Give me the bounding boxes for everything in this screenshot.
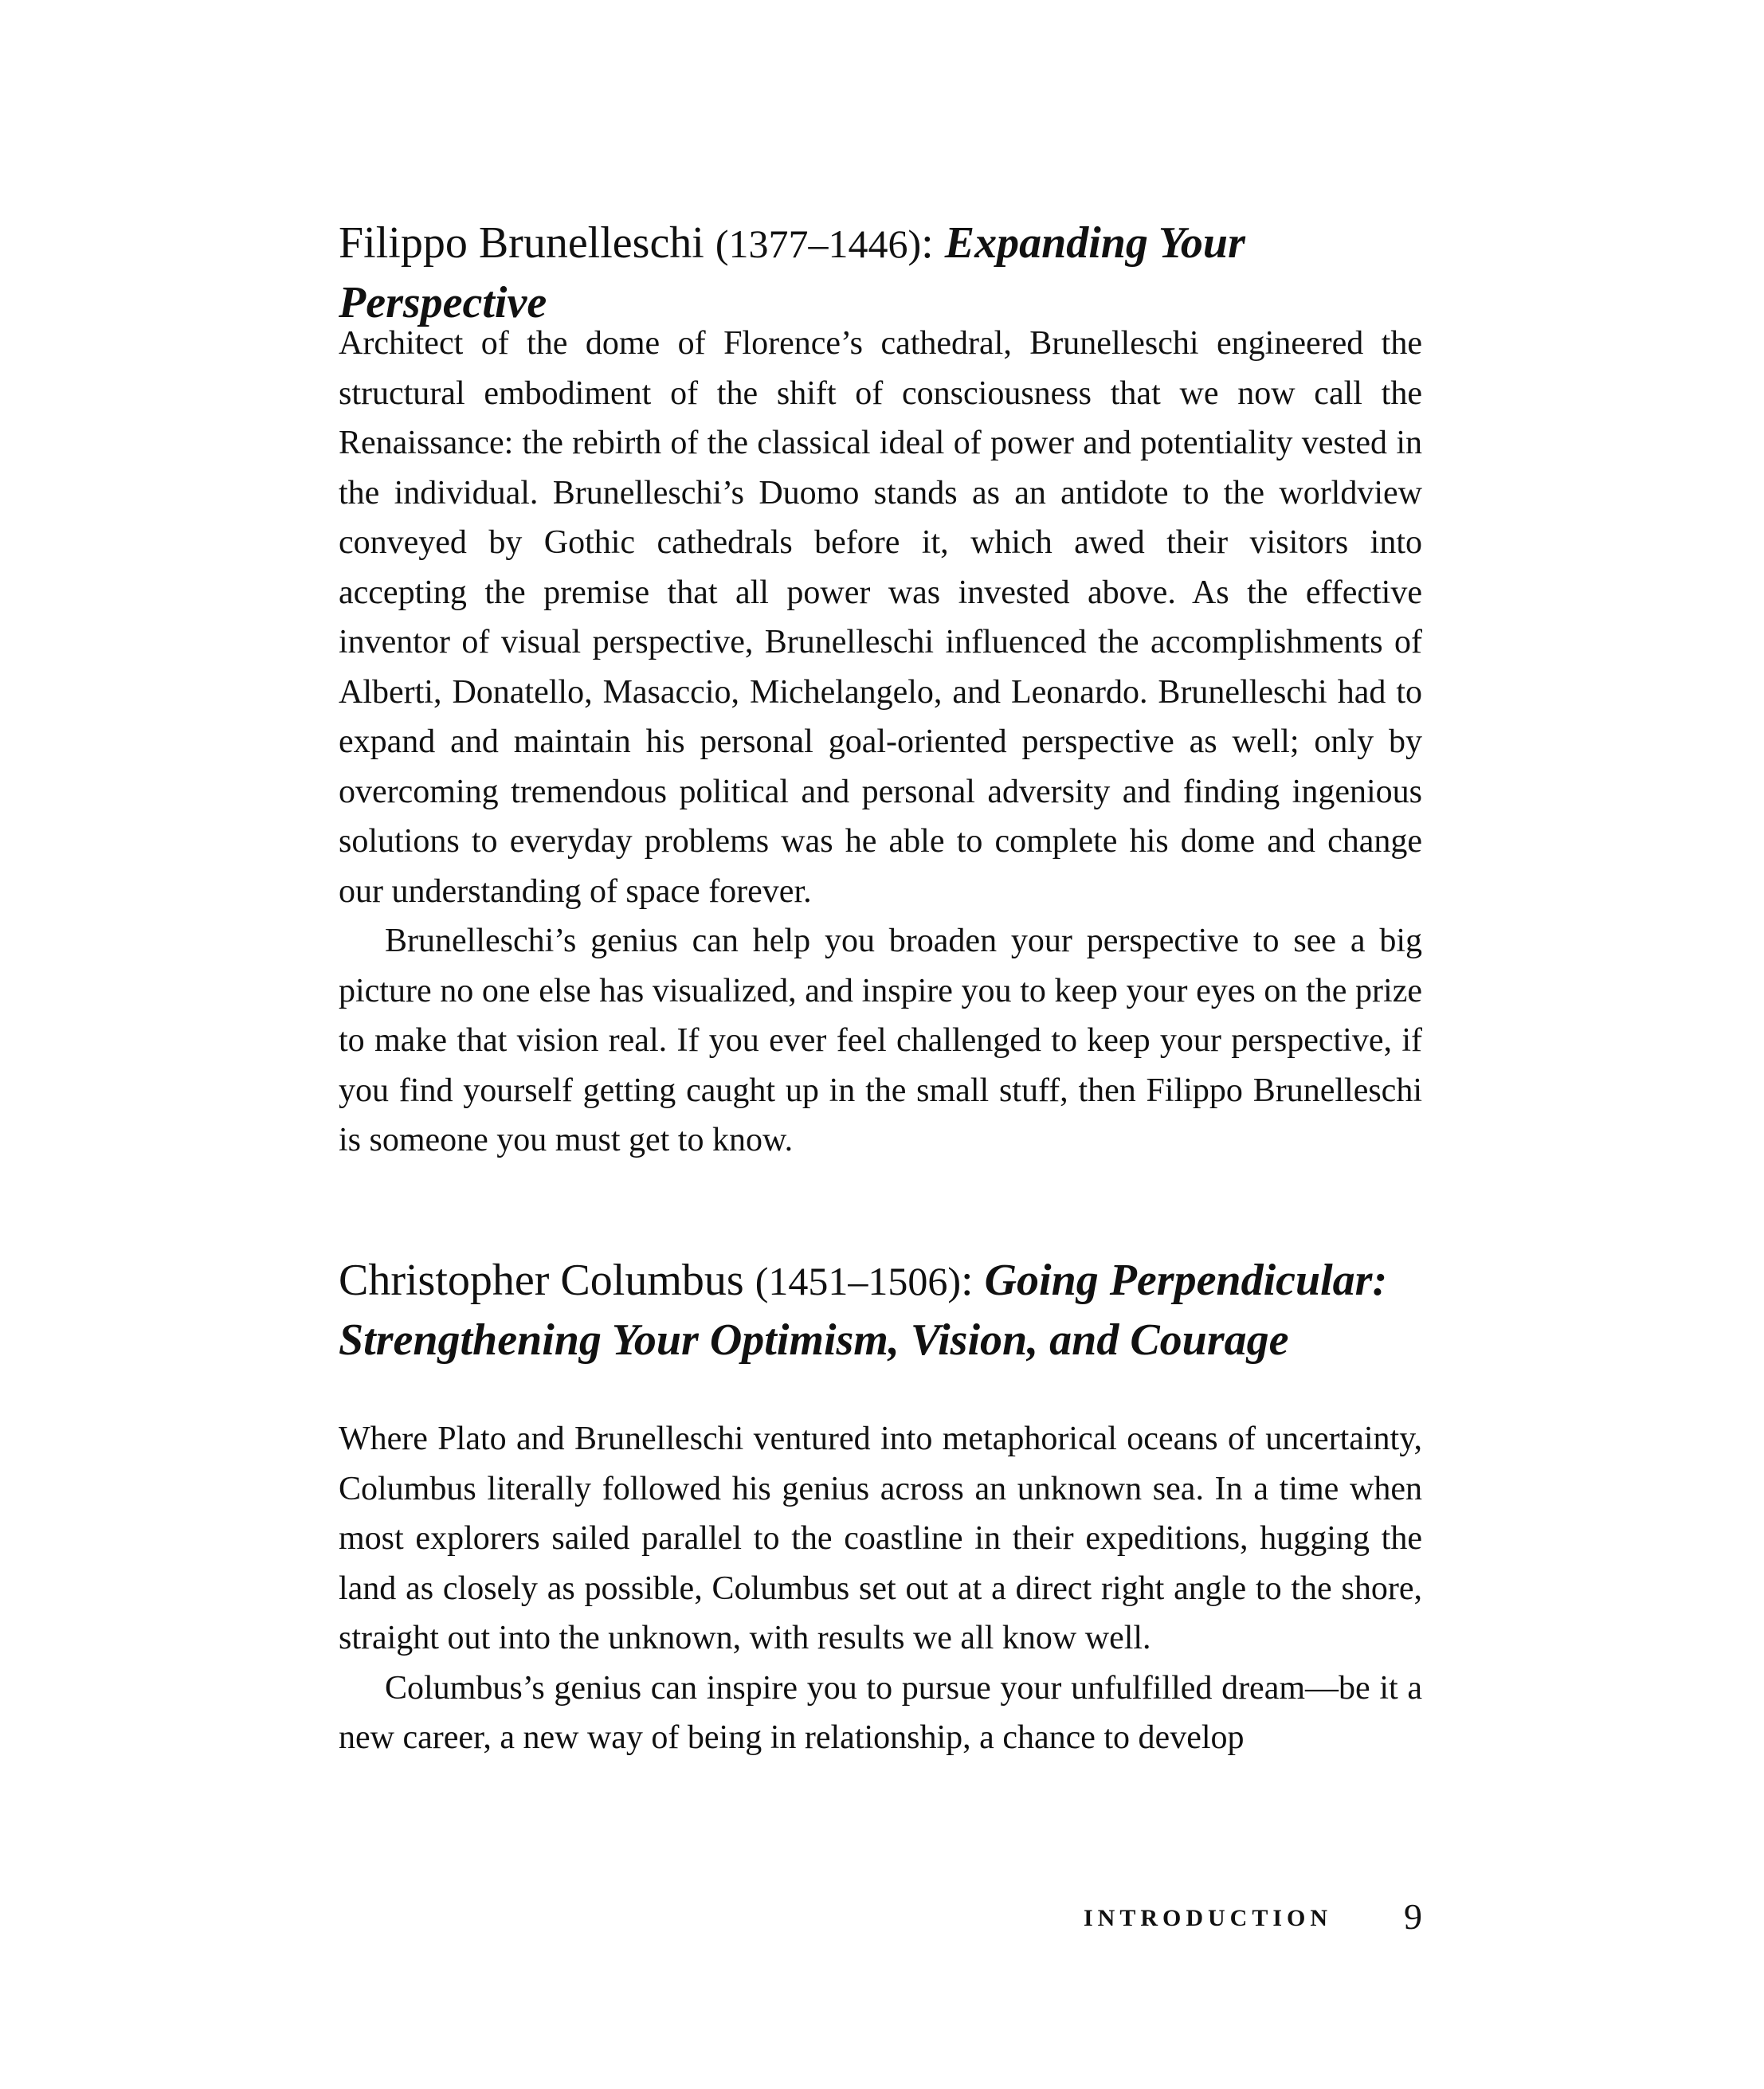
section-heading-brunelleschi xyxy=(339,214,1422,332)
heading-person-name: Christopher Columbus xyxy=(339,1256,744,1305)
paragraph: Columbus’s genius can inspire you to pursue your unfulfilled dream—be it a new career, a new way of being in relationship, a chance to develop xyxy=(339,1669,1422,1756)
paragraph: Architect of the dome of Florence’s cathedral, Brunelleschi engineered the structural embodiment of the shift of consciousness that we now call the Renaissance: the rebirth of the classical ideal of power and potentiality vested in the individual. Brunelleschi’s Duomo stands as an antidote to the worldview conveyed by Gothic cathedrals before it, which awed their visitors into accepting the premise that all power was invested above. As the effective inventor of visual perspective, Brunelleschi influenced the accomplishments of Alberti, Donatello, Masaccio, Michelangelo, and Leonardo. Brunelleschi had to expand and maintain his personal goal-oriented perspective as well; only by overcoming tremendous political and personal adversity and finding ingenious solutions to everyday problems was he able to complete his dome and change our understanding of space forever. xyxy=(339,325,1422,910)
paragraph: Where Plato and Brunelleschi ventured into metaphorical oceans of uncertainty, Columbus literally followed his genius across an unknown sea. In a time when most explorers sailed parallel to the coastline in their expeditions, hugging the land as closely as possible, Columbus set out at a direct right angle to the shore, straight out into the unknown, with results we all know well. xyxy=(339,1421,1422,1656)
heading-subtitle-line1: Going Perpendicular: xyxy=(984,1256,1388,1305)
paragraph: Brunelleschi’s genius can help you broaden your perspective to see a big picture no one else has visualized, and inspire you to keep your eyes on the prize to make that vision real. If you ever feel challenged to keep your perspective, if you find yourself getting caught up in the small stuff, then Filippo Brunelleschi is someone you must get to know. xyxy=(339,923,1422,1158)
page-number: 9 xyxy=(1404,1896,1422,1937)
running-head: INTRODUCTION xyxy=(1084,1905,1333,1931)
section-body-columbus xyxy=(339,1414,1422,1763)
heading-separator: : xyxy=(961,1256,974,1305)
heading-separator: : xyxy=(921,218,934,268)
section-heading-columbus xyxy=(339,1251,1422,1370)
heading-person-name: Filippo Brunelleschi xyxy=(339,218,704,268)
heading-dates: (1377–1446) xyxy=(715,221,922,266)
heading-subtitle: Expanding Your Perspective xyxy=(339,218,1245,327)
heading-dates: (1451–1506) xyxy=(755,1259,961,1303)
heading-subtitle-line2: Strengthening Your Optimism, Vision, and Courage xyxy=(339,1315,1289,1365)
page-footer xyxy=(1084,1896,1422,1940)
section-body-brunelleschi xyxy=(339,319,1422,1166)
